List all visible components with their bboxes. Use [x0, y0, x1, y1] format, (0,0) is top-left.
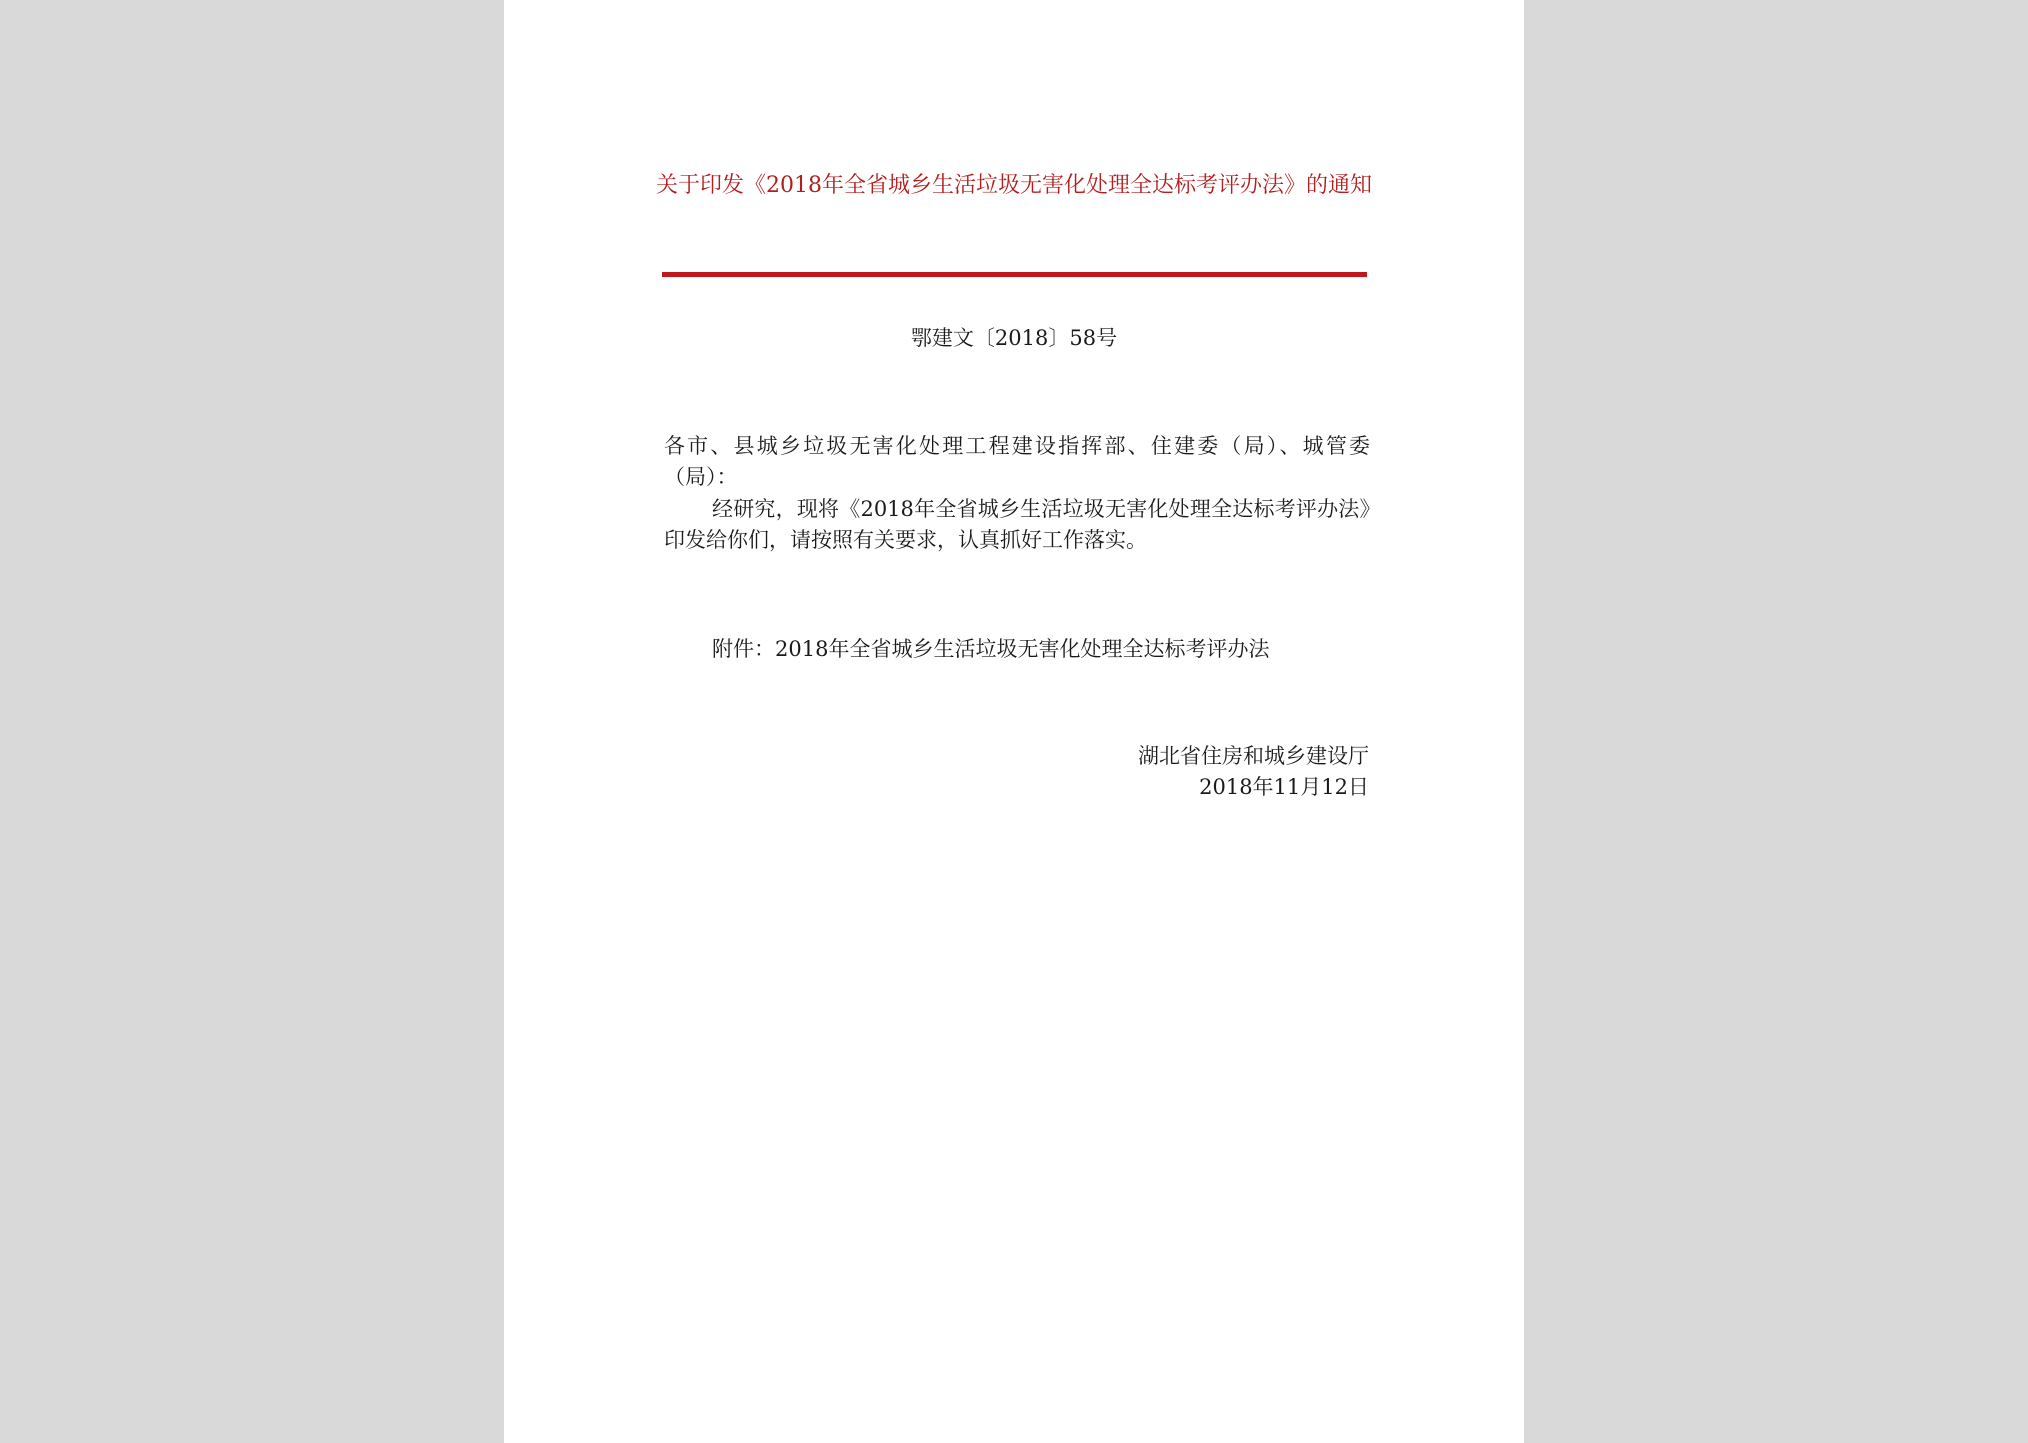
document-number: 鄂建文〔2018〕58号	[910, 326, 1118, 350]
red-header-rule	[662, 272, 1367, 277]
attachment-line: 附件：2018年全省城乡生活垃圾无害化处理全达标考评办法	[712, 637, 1270, 661]
signature-block	[1138, 741, 1369, 803]
issuer-name: 湖北省住房和城乡建设厅	[1138, 744, 1369, 768]
document-page	[504, 0, 1524, 1443]
salutation: 各市、县城乡垃圾无害化处理工程建设指挥部、住建委（局）、城管委（局）：	[664, 434, 1370, 489]
body-paragraph: 经研究，现将《2018年全省城乡生活垃圾无害化处理全达标考评办法》印发给你们，请按照有关要求，认真抓好工作落实。	[664, 497, 1370, 552]
document-title: 关于印发《2018年全省城乡生活垃圾无害化处理全达标考评办法》的通知	[656, 173, 1372, 198]
issue-date: 2018年11月12日	[1199, 775, 1369, 799]
